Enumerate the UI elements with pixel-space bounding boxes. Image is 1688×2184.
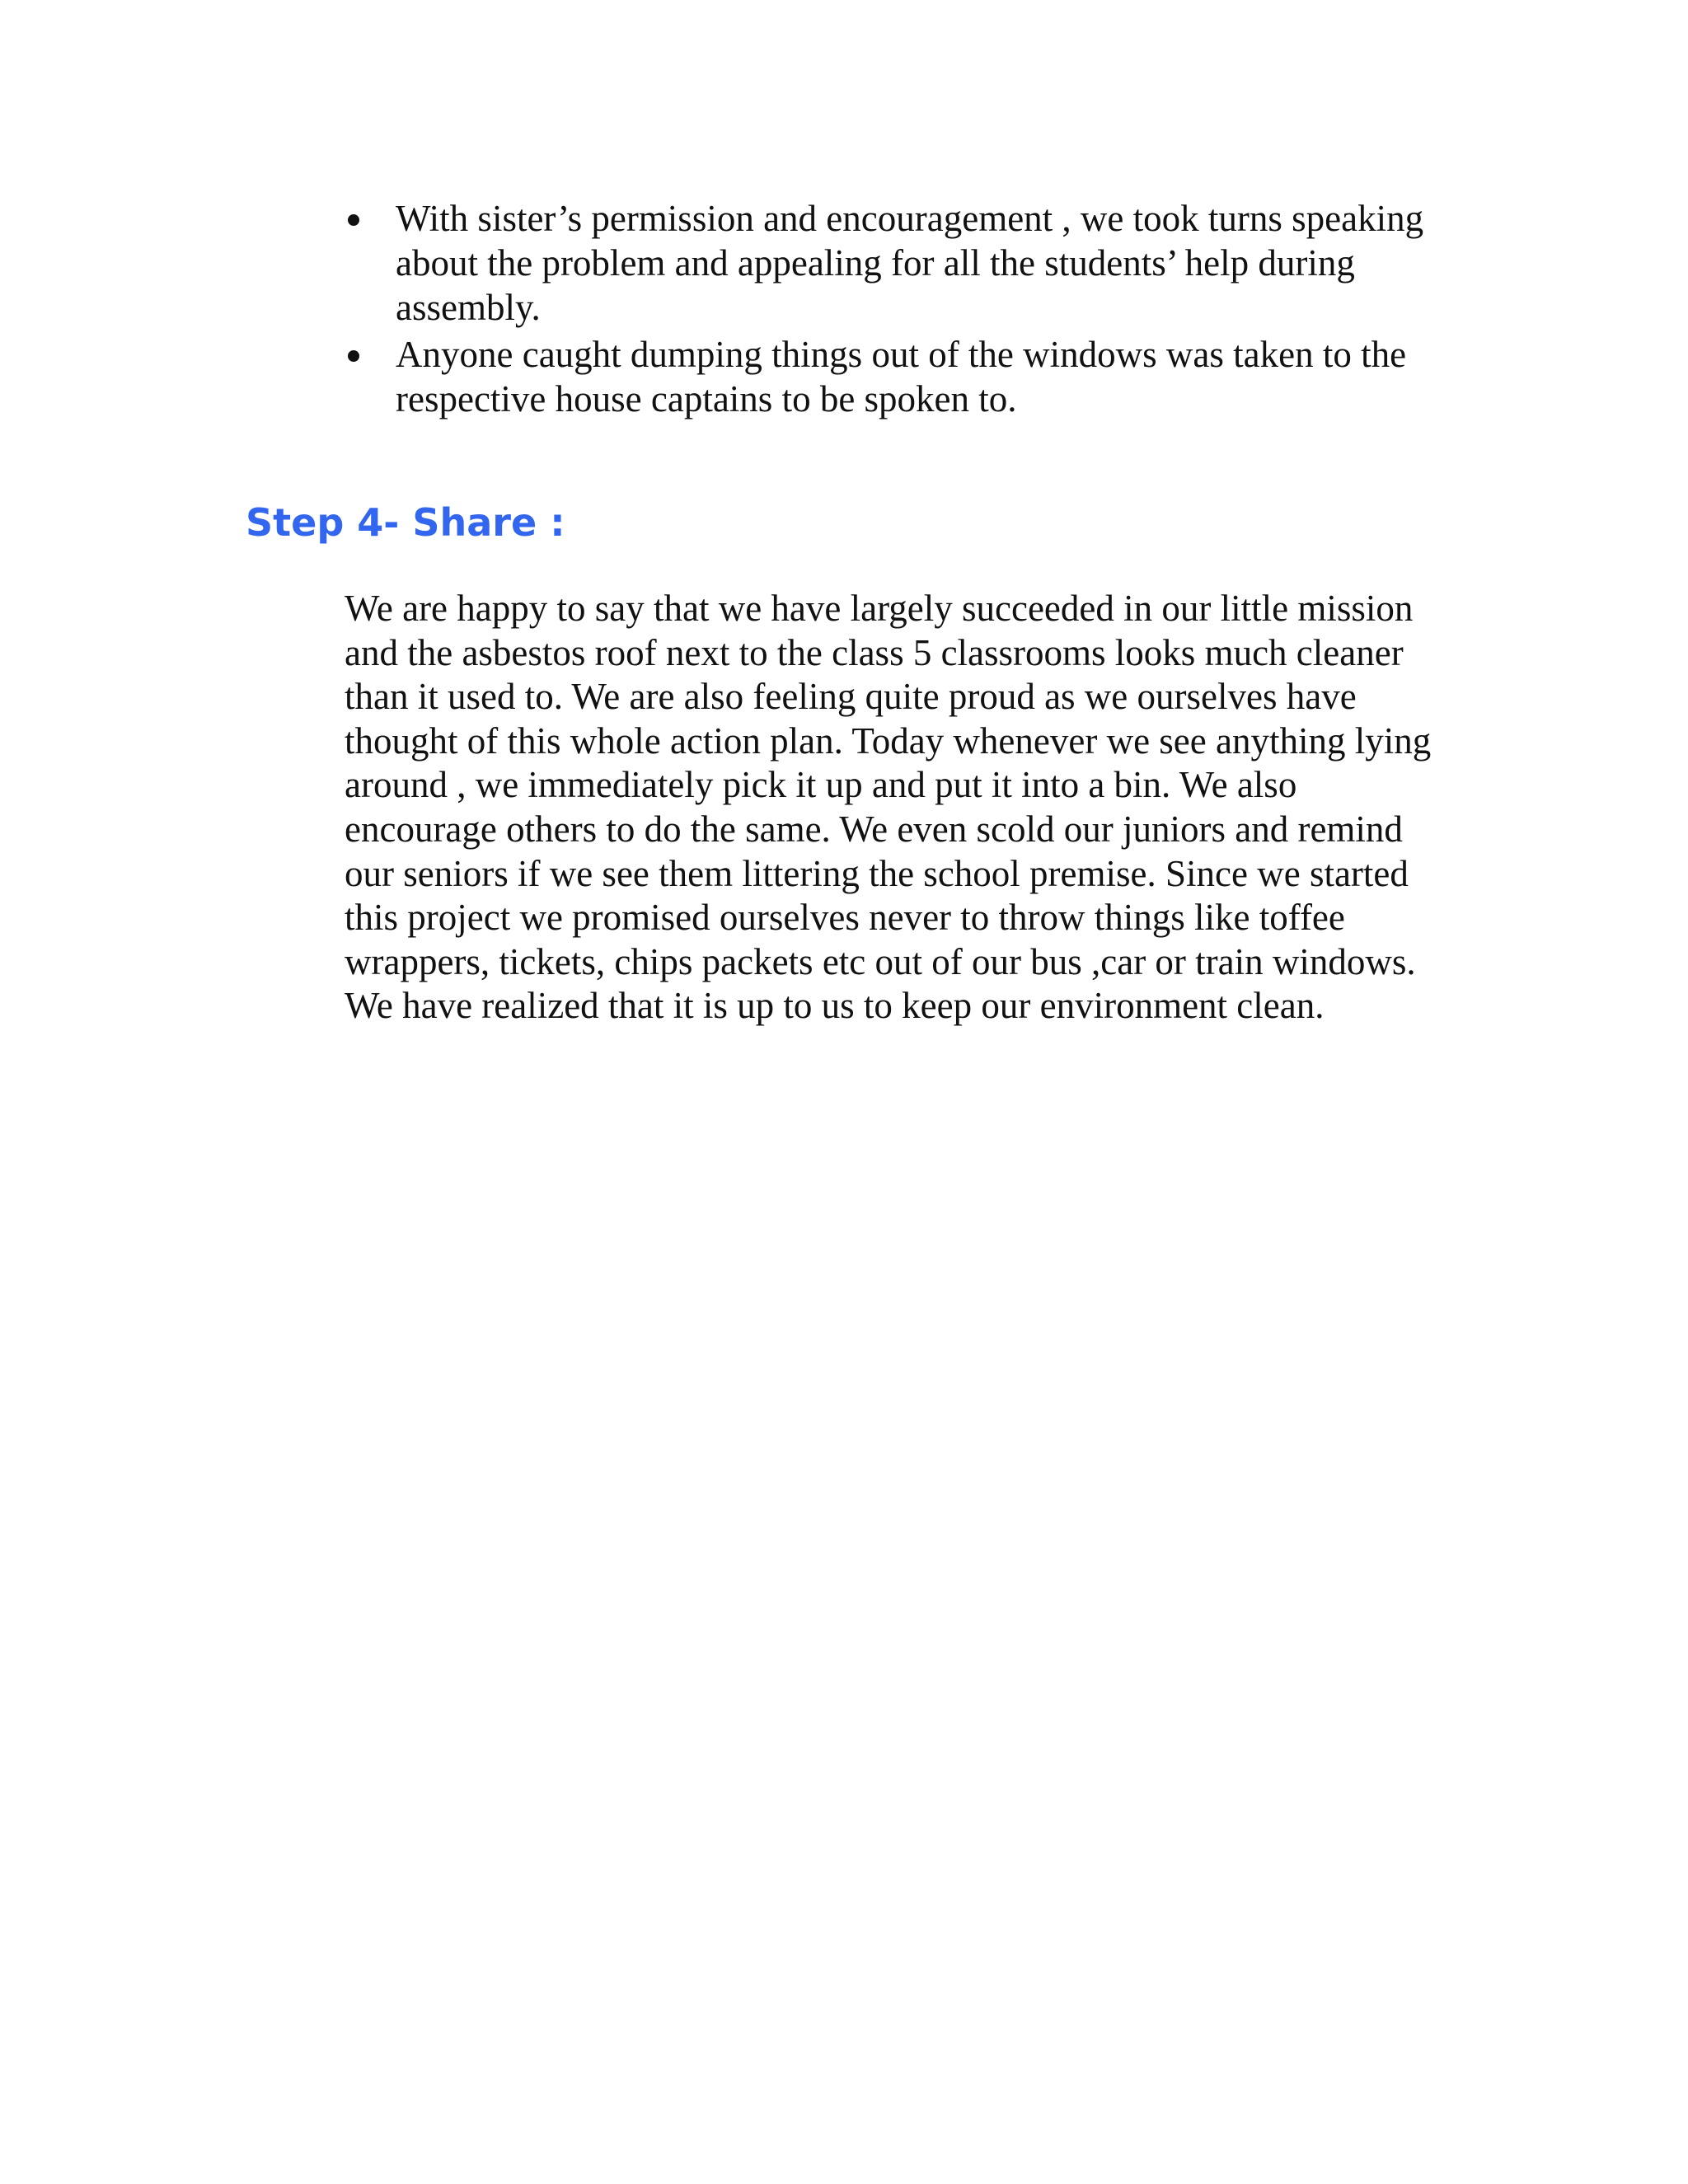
bullet-text: Anyone caught dumping things out of the windows was taken to the respective house captains to be spoken to. — [396, 334, 1407, 419]
bullet-dot-icon — [348, 214, 359, 226]
bullet-dot-icon — [348, 350, 359, 362]
bullet-text: With sister’s permission and encouragement , we took turns speaking about the problem and appealing for all the students’ help during assembly. — [396, 198, 1424, 328]
bullet-item — [345, 196, 1441, 330]
share-paragraph: We are happy to say that we have largely succeeded in our little mission and the asbestos roof next to the class 5 classrooms looks much cleaner than it used to. We are also feeling quite proud as we ourselves have thought of this whole action plan. Today whenever we see anything lying around , we immediately pick it up and put it into a bin. We also encourage others to do the same. We even scold our juniors and remind our seniors if we see them littering the school premise. Since we started this project we promised ourselves never to throw things like toffee wrappers, tickets, chips packets etc out of our bus ,car or train windows. We have realized that it is up to us to keep our environment clean. — [345, 588, 1432, 1027]
action-bullet-list — [345, 196, 1441, 424]
step-4-heading: Step 4- Share : — [246, 500, 565, 545]
bullet-item — [345, 332, 1441, 421]
